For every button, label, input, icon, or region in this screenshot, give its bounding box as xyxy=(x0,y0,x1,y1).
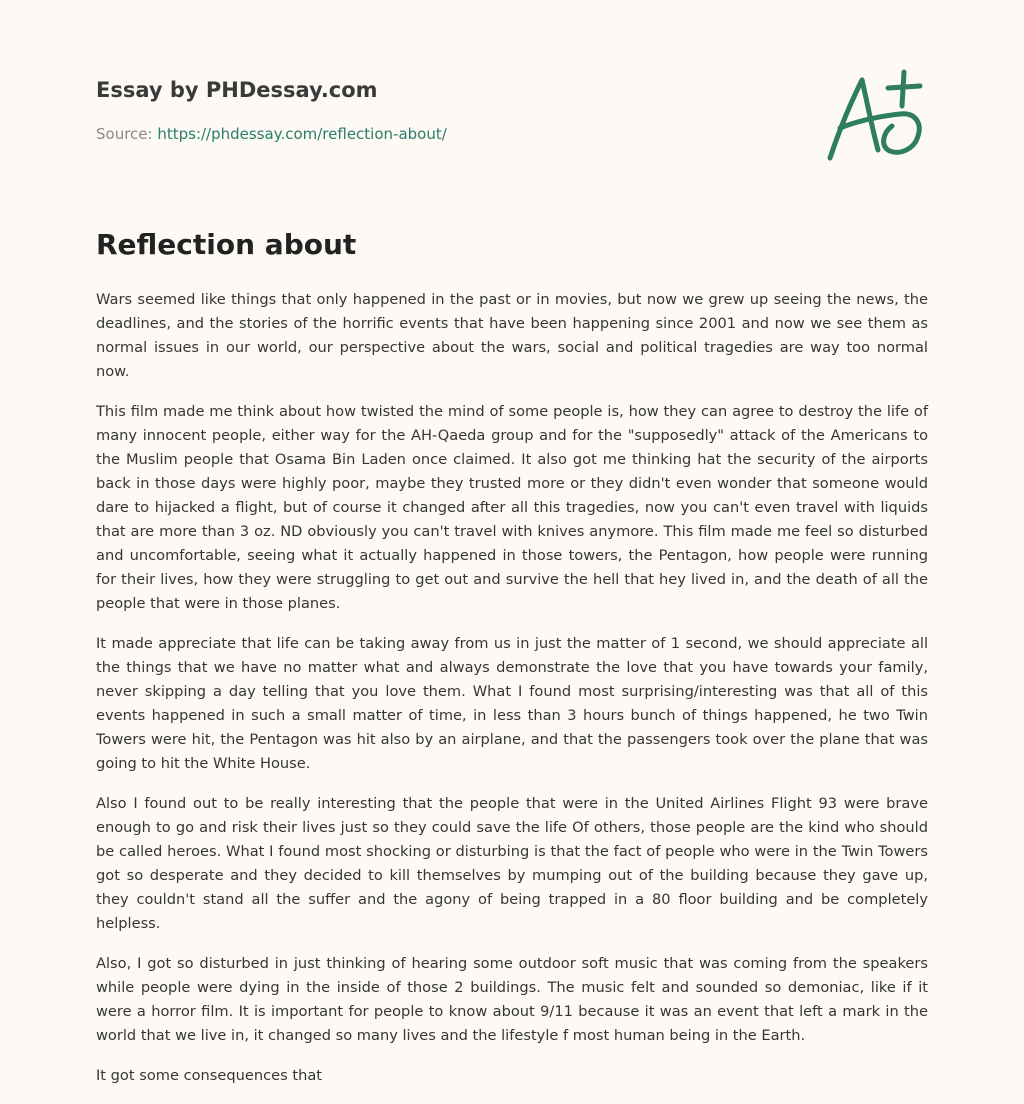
source-line xyxy=(96,124,928,144)
source-label: Source: xyxy=(96,125,158,143)
article-paragraph: It got some consequences that xyxy=(96,1067,322,1084)
page-header xyxy=(96,76,928,144)
site-title: Essay by PHDessay.com xyxy=(96,78,378,102)
article-paragraph: Also, I got so disturbed in just thinking of hearing some outdoor soft music that was coming from the speakers while people were dying in the inside of those 2 buildings. The music felt and sounded so demoniac, like if it were a horror film. It is important for people to know about 9/11 because it was an event that left a mark in the world that we live in, it changed so many lives and the lifestyle f most human being in the Earth. xyxy=(96,955,928,1044)
a-plus-logo-svg xyxy=(820,66,930,166)
source-link[interactable]: https://phdessay.com/reflection-about/ xyxy=(157,125,447,143)
article xyxy=(96,226,928,1104)
article-paragraph: Also I found out to be really interesting that the people that were in the United Airlines Flight 93 were brave enough to go and risk their lives just so they could save the life Of others, those people are the kind who should be called heroes. What I found most shocking or disturbing is that the fact of people who were in the Twin Towers got so desperate and they decided to kill themselves by mumping out of the building because they gave up, they couldn't stand all the suffer and the agony of being trapped in a 80 floor building and be completely helpless. xyxy=(96,795,928,932)
article-paragraph: Wars seemed like things that only happened in the past or in movies, but now we grew up seeing the news, the deadlines, and the stories of the horrific events that have been happening since 2001 and now we see them as normal issues in our world, our perspective about the wars, social and political tragedies are way too normal now. xyxy=(96,291,928,380)
article-paragraph: This film made me think about how twisted the mind of some people is, how they can agree to destroy the life of many innocent people, either way for the AH-Qaeda group and for the "supposedly" attack of the Americans to the Muslim people that Osama Bin Laden once claimed. It also got me thinking hat the security of the airports back in those days were highly poor, maybe they trusted more or they didn't even wonder that someone would dare to hijacked a flight, but of course it changed after all this tragedies, now you can't even travel with liquids that are more than 3 oz. ND obviously you can't travel with knives anymore. This film made me feel so disturbed and uncomfortable, seeing what it actually happened in those towers, the Pentagon, how people were running for their lives, how they were struggling to get out and survive the hell that hey lived in, and the death of all the people that were in those planes. xyxy=(96,403,928,612)
article-paragraph: It made appreciate that life can be taking away from us in just the matter of 1 second, we should appreciate all the things that we have no matter what and always demonstrate the love that you have towards your family, never skipping a day telling that you love them. What I found most surprising/interesting was that all of this events happened in such a small matter of time, in less than 3 hours bunch of things happened, he two Twin Towers were hit, the Pentagon was hit also by an airplane, and that the passengers took over the plane that was going to hit the White House. xyxy=(96,635,928,772)
page-title: Reflection about xyxy=(96,228,357,261)
a-plus-grade-icon xyxy=(820,66,930,166)
